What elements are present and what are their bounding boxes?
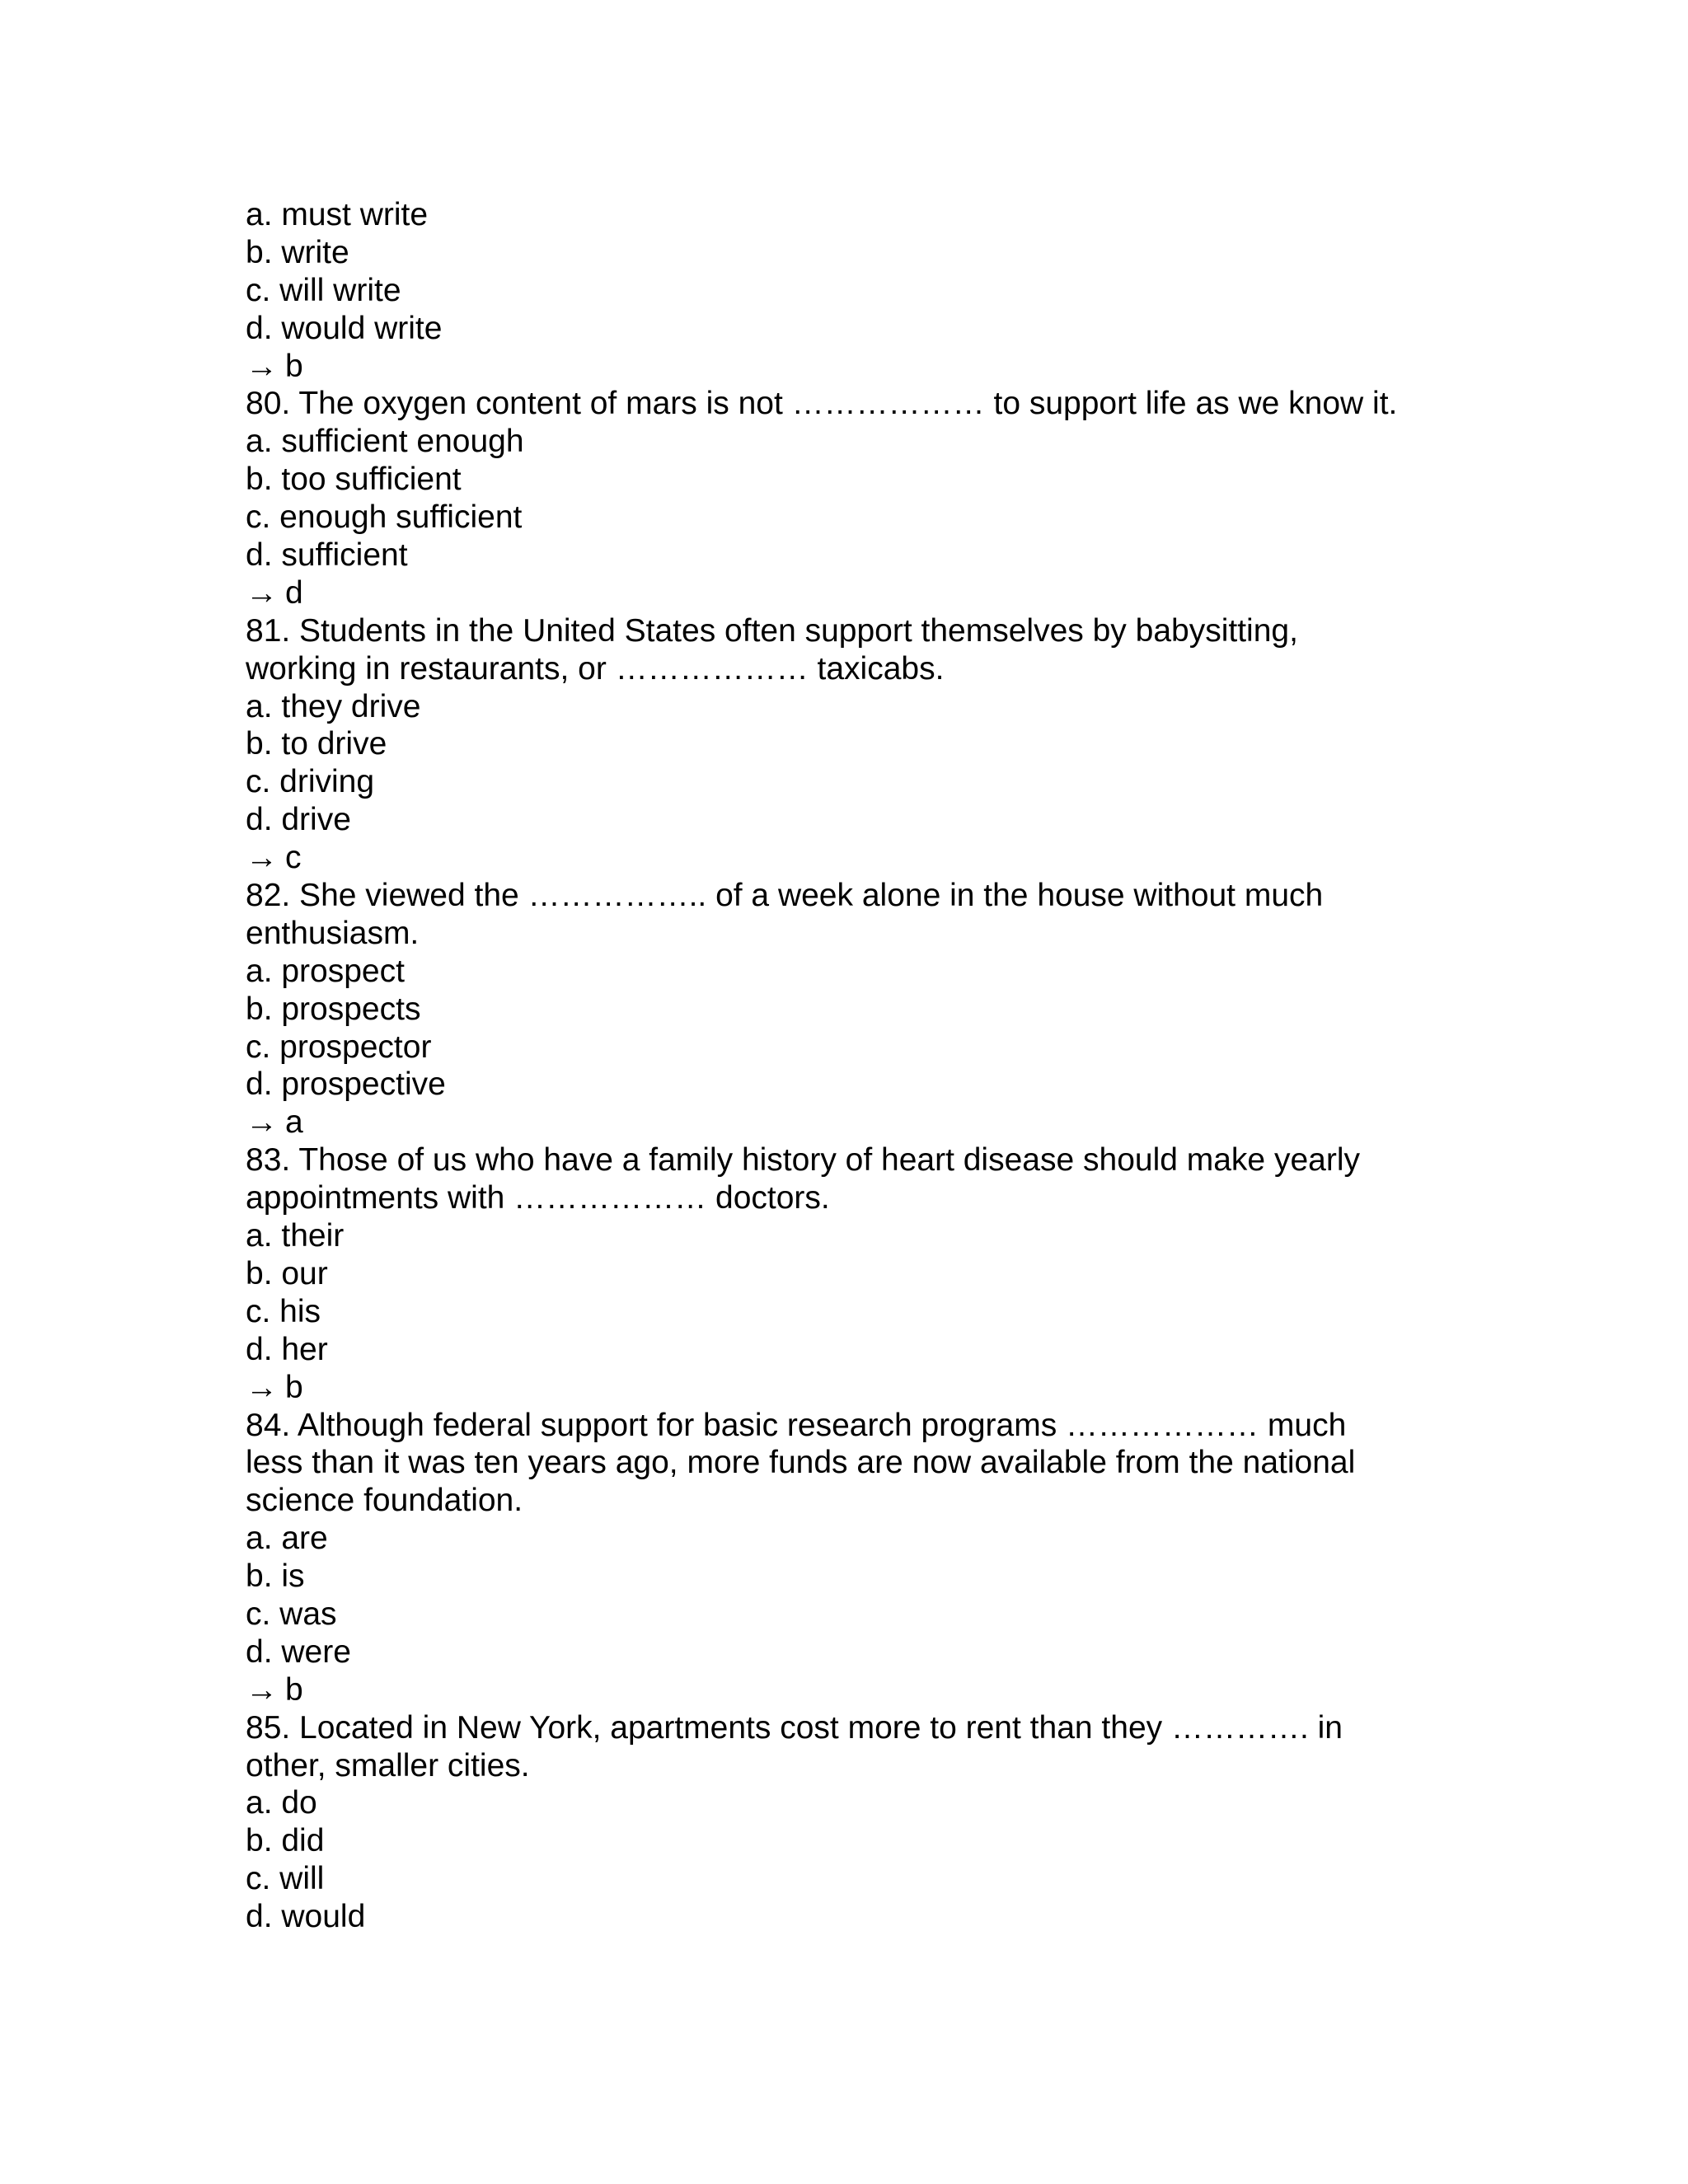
question-text: other, smaller cities. bbox=[246, 1747, 530, 1783]
answer-line bbox=[246, 839, 1449, 877]
option: c. driving bbox=[246, 764, 375, 800]
question-text: science foundation. bbox=[246, 1483, 523, 1519]
option: a. they drive bbox=[246, 688, 421, 724]
question-text: 80. The oxygen content of mars is not ……………… to support life as we know it. bbox=[246, 386, 1398, 422]
question-text: appointments with ……………… doctors. bbox=[246, 1180, 830, 1216]
question-text: 83. Those of us who have a family history of heart disease should make yearly bbox=[246, 1142, 1360, 1179]
answer-line bbox=[246, 1369, 1449, 1407]
question-text: 84. Although federal support for basic research programs ……………… much bbox=[246, 1407, 1347, 1443]
option: d. sufficient bbox=[246, 537, 408, 574]
option: c. will bbox=[246, 1861, 325, 1897]
option: d. her bbox=[246, 1331, 328, 1367]
question-text: less than it was ten years ago, more funds are now available from the national bbox=[246, 1445, 1356, 1481]
option: a. prospect bbox=[246, 953, 405, 989]
arrow-right-icon: → bbox=[246, 348, 278, 384]
option: b. our bbox=[246, 1255, 328, 1291]
option: a. must write bbox=[246, 197, 429, 232]
answer-value: c bbox=[285, 840, 302, 876]
option: a. are bbox=[246, 1521, 328, 1557]
answer-value: b bbox=[285, 1671, 303, 1708]
option: c. will write bbox=[246, 272, 401, 308]
arrow-right-icon: → bbox=[246, 1104, 278, 1141]
option: c. enough sufficient bbox=[246, 499, 523, 536]
option: b. is bbox=[246, 1558, 305, 1595]
arrow-right-icon: → bbox=[246, 1671, 278, 1708]
option: b. write bbox=[246, 234, 349, 270]
answer-line bbox=[246, 1671, 1449, 1709]
option: d. drive bbox=[246, 802, 351, 838]
answer-value: b bbox=[285, 1369, 303, 1405]
option: c. his bbox=[246, 1293, 321, 1329]
option: b. prospects bbox=[246, 991, 421, 1027]
option: b. to drive bbox=[246, 726, 387, 762]
option: a. sufficient enough bbox=[246, 424, 524, 460]
question-text: 81. Students in the United States often support themselves by babysitting, bbox=[246, 612, 1298, 649]
answer-value: d bbox=[285, 574, 303, 611]
option: a. do bbox=[246, 1785, 317, 1821]
question-text: 85. Located in New York, apartments cost more to rent than they …………. in bbox=[246, 1709, 1343, 1746]
option: d. prospective bbox=[246, 1066, 446, 1103]
answer-line bbox=[246, 348, 1449, 386]
option: d. were bbox=[246, 1633, 351, 1670]
arrow-right-icon: → bbox=[246, 840, 278, 876]
answer-value: b bbox=[285, 348, 303, 384]
arrow-right-icon: → bbox=[246, 1369, 278, 1405]
answer-value: a bbox=[285, 1104, 303, 1141]
option: b. too sufficient bbox=[246, 462, 462, 498]
question-text: enthusiasm. bbox=[246, 915, 420, 951]
question-text: working in restaurants, or ……………… taxicabs. bbox=[246, 650, 945, 687]
arrow-right-icon: → bbox=[246, 574, 278, 611]
option: c. was bbox=[246, 1596, 337, 1632]
option: d. would write bbox=[246, 310, 443, 346]
option: a. their bbox=[246, 1218, 345, 1254]
answer-line bbox=[246, 1104, 1449, 1141]
document-body bbox=[246, 196, 1449, 1936]
option: b. did bbox=[246, 1823, 325, 1859]
option: d. would bbox=[246, 1899, 366, 1935]
question-text: 82. She viewed the …………….. of a week alone in the house without much bbox=[246, 878, 1324, 914]
answer-line bbox=[246, 574, 1449, 612]
option: c. prospector bbox=[246, 1029, 432, 1065]
